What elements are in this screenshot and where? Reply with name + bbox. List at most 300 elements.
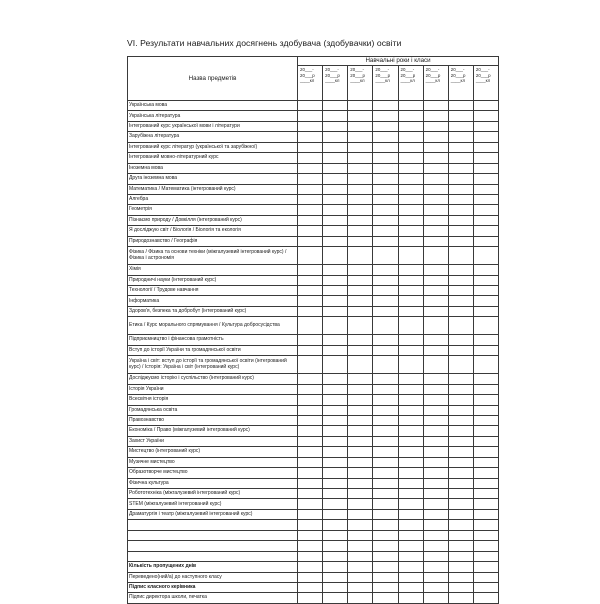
- grade-cell[interactable]: [473, 499, 498, 509]
- grade-cell[interactable]: [373, 215, 398, 225]
- grade-cell[interactable]: [298, 374, 323, 384]
- grade-cell[interactable]: [323, 582, 348, 592]
- grade-cell[interactable]: [373, 530, 398, 540]
- grade-cell[interactable]: [448, 153, 473, 163]
- grade-cell[interactable]: [448, 593, 473, 603]
- grade-cell[interactable]: [323, 215, 348, 225]
- grade-cell[interactable]: [473, 163, 498, 173]
- grade-cell[interactable]: [423, 153, 448, 163]
- grade-cell[interactable]: [298, 582, 323, 592]
- grade-cell[interactable]: [398, 562, 423, 572]
- grade-cell[interactable]: [323, 265, 348, 275]
- grade-cell[interactable]: [448, 489, 473, 499]
- grade-cell[interactable]: [448, 457, 473, 467]
- grade-cell[interactable]: [323, 205, 348, 215]
- grade-cell[interactable]: [373, 374, 398, 384]
- grade-cell[interactable]: [398, 265, 423, 275]
- grade-cell[interactable]: [373, 317, 398, 335]
- grade-cell[interactable]: [423, 111, 448, 121]
- grade-cell[interactable]: [423, 499, 448, 509]
- grade-cell[interactable]: [348, 489, 373, 499]
- grade-cell[interactable]: [398, 345, 423, 355]
- grade-cell[interactable]: [398, 335, 423, 345]
- grade-cell[interactable]: [423, 142, 448, 152]
- grade-cell[interactable]: [323, 384, 348, 394]
- grade-cell[interactable]: [423, 101, 448, 111]
- grade-cell[interactable]: [473, 447, 498, 457]
- grade-cell[interactable]: [423, 215, 448, 225]
- grade-cell[interactable]: [373, 286, 398, 296]
- year-class-cell[interactable]: [398, 66, 423, 101]
- grade-cell[interactable]: [473, 121, 498, 131]
- grade-cell[interactable]: [423, 384, 448, 394]
- grade-cell[interactable]: [448, 551, 473, 561]
- grade-cell[interactable]: [398, 174, 423, 184]
- grade-cell[interactable]: [323, 317, 348, 335]
- grade-cell[interactable]: [398, 478, 423, 488]
- grade-cell[interactable]: [348, 345, 373, 355]
- grade-cell[interactable]: [473, 247, 498, 265]
- grade-cell[interactable]: [323, 345, 348, 355]
- grade-cell[interactable]: [473, 132, 498, 142]
- grade-cell[interactable]: [398, 374, 423, 384]
- grade-cell[interactable]: [473, 384, 498, 394]
- grade-cell[interactable]: [323, 356, 348, 374]
- grade-cell[interactable]: [373, 111, 398, 121]
- grade-cell[interactable]: [448, 121, 473, 131]
- grade-cell[interactable]: [323, 447, 348, 457]
- grade-cell[interactable]: [323, 395, 348, 405]
- grade-cell[interactable]: [348, 142, 373, 152]
- grade-cell[interactable]: [398, 286, 423, 296]
- grade-cell[interactable]: [298, 111, 323, 121]
- grade-cell[interactable]: [448, 226, 473, 236]
- grade-cell[interactable]: [373, 132, 398, 142]
- grade-cell[interactable]: [323, 275, 348, 285]
- grade-cell[interactable]: [323, 184, 348, 194]
- grade-cell[interactable]: [373, 572, 398, 582]
- grade-cell[interactable]: [398, 384, 423, 394]
- grade-cell[interactable]: [473, 335, 498, 345]
- grade-cell[interactable]: [323, 296, 348, 306]
- grade-cell[interactable]: [298, 215, 323, 225]
- grade-cell[interactable]: [348, 499, 373, 509]
- grade-cell[interactable]: [448, 174, 473, 184]
- grade-cell[interactable]: [323, 111, 348, 121]
- grade-cell[interactable]: [448, 275, 473, 285]
- year-class-cell[interactable]: [348, 66, 373, 101]
- grade-cell[interactable]: [473, 194, 498, 204]
- grade-cell[interactable]: [473, 374, 498, 384]
- grade-cell[interactable]: [323, 194, 348, 204]
- grade-cell[interactable]: [398, 101, 423, 111]
- grade-cell[interactable]: [398, 132, 423, 142]
- grade-cell[interactable]: [298, 551, 323, 561]
- year-class-cell[interactable]: [373, 66, 398, 101]
- grade-cell[interactable]: [448, 384, 473, 394]
- grade-cell[interactable]: [398, 457, 423, 467]
- grade-cell[interactable]: [398, 163, 423, 173]
- grade-cell[interactable]: [423, 562, 448, 572]
- grade-cell[interactable]: [423, 395, 448, 405]
- grade-cell[interactable]: [348, 296, 373, 306]
- grade-cell[interactable]: [423, 426, 448, 436]
- grade-cell[interactable]: [323, 142, 348, 152]
- grade-cell[interactable]: [323, 174, 348, 184]
- grade-cell[interactable]: [373, 236, 398, 246]
- grade-cell[interactable]: [348, 509, 373, 519]
- grade-cell[interactable]: [473, 205, 498, 215]
- grade-cell[interactable]: [398, 142, 423, 152]
- grade-cell[interactable]: [348, 562, 373, 572]
- grade-cell[interactable]: [348, 426, 373, 436]
- grade-cell[interactable]: [298, 436, 323, 446]
- grade-cell[interactable]: [348, 317, 373, 335]
- grade-cell[interactable]: [298, 499, 323, 509]
- grade-cell[interactable]: [448, 132, 473, 142]
- grade-cell[interactable]: [373, 296, 398, 306]
- grade-cell[interactable]: [448, 520, 473, 530]
- grade-cell[interactable]: [473, 395, 498, 405]
- grade-cell[interactable]: [348, 163, 373, 173]
- grade-cell[interactable]: [373, 101, 398, 111]
- grade-cell[interactable]: [423, 356, 448, 374]
- grade-cell[interactable]: [373, 194, 398, 204]
- grade-cell[interactable]: [473, 509, 498, 519]
- grade-cell[interactable]: [473, 184, 498, 194]
- grade-cell[interactable]: [373, 345, 398, 355]
- grade-cell[interactable]: [373, 405, 398, 415]
- grade-cell[interactable]: [348, 111, 373, 121]
- grade-cell[interactable]: [373, 541, 398, 551]
- grade-cell[interactable]: [373, 395, 398, 405]
- grade-cell[interactable]: [423, 121, 448, 131]
- grade-cell[interactable]: [423, 551, 448, 561]
- grade-cell[interactable]: [373, 582, 398, 592]
- grade-cell[interactable]: [398, 194, 423, 204]
- grade-cell[interactable]: [473, 275, 498, 285]
- grade-cell[interactable]: [398, 468, 423, 478]
- grade-cell[interactable]: [423, 468, 448, 478]
- grade-cell[interactable]: [398, 489, 423, 499]
- grade-cell[interactable]: [448, 374, 473, 384]
- grade-cell[interactable]: [298, 205, 323, 215]
- grade-cell[interactable]: [373, 174, 398, 184]
- grade-cell[interactable]: [323, 374, 348, 384]
- grade-cell[interactable]: [298, 247, 323, 265]
- grade-cell[interactable]: [298, 447, 323, 457]
- grade-cell[interactable]: [398, 121, 423, 131]
- grade-cell[interactable]: [423, 530, 448, 540]
- grade-cell[interactable]: [323, 572, 348, 582]
- grade-cell[interactable]: [423, 509, 448, 519]
- grade-cell[interactable]: [398, 306, 423, 316]
- grade-cell[interactable]: [398, 415, 423, 425]
- grade-cell[interactable]: [398, 226, 423, 236]
- grade-cell[interactable]: [348, 468, 373, 478]
- grade-cell[interactable]: [348, 582, 373, 592]
- grade-cell[interactable]: [398, 317, 423, 335]
- grade-cell[interactable]: [423, 415, 448, 425]
- grade-cell[interactable]: [473, 426, 498, 436]
- grade-cell[interactable]: [298, 405, 323, 415]
- grade-cell[interactable]: [373, 426, 398, 436]
- grade-cell[interactable]: [323, 306, 348, 316]
- grade-cell[interactable]: [373, 468, 398, 478]
- grade-cell[interactable]: [298, 101, 323, 111]
- grade-cell[interactable]: [323, 247, 348, 265]
- grade-cell[interactable]: [398, 405, 423, 415]
- grade-cell[interactable]: [298, 306, 323, 316]
- grade-cell[interactable]: [423, 265, 448, 275]
- grade-cell[interactable]: [423, 405, 448, 415]
- grade-cell[interactable]: [473, 153, 498, 163]
- grade-cell[interactable]: [323, 520, 348, 530]
- grade-cell[interactable]: [298, 457, 323, 467]
- grade-cell[interactable]: [348, 405, 373, 415]
- grade-cell[interactable]: [398, 436, 423, 446]
- grade-cell[interactable]: [423, 174, 448, 184]
- grade-cell[interactable]: [398, 520, 423, 530]
- grade-cell[interactable]: [473, 101, 498, 111]
- grade-cell[interactable]: [448, 582, 473, 592]
- grade-cell[interactable]: [398, 582, 423, 592]
- grade-cell[interactable]: [398, 551, 423, 561]
- grade-cell[interactable]: [373, 247, 398, 265]
- grade-cell[interactable]: [398, 236, 423, 246]
- grade-cell[interactable]: [348, 541, 373, 551]
- grade-cell[interactable]: [473, 530, 498, 540]
- grade-cell[interactable]: [373, 562, 398, 572]
- grade-cell[interactable]: [448, 345, 473, 355]
- grade-cell[interactable]: [473, 457, 498, 467]
- grade-cell[interactable]: [323, 468, 348, 478]
- grade-cell[interactable]: [348, 194, 373, 204]
- grade-cell[interactable]: [423, 478, 448, 488]
- grade-cell[interactable]: [323, 426, 348, 436]
- grade-cell[interactable]: [473, 520, 498, 530]
- grade-cell[interactable]: [373, 499, 398, 509]
- grade-cell[interactable]: [448, 562, 473, 572]
- grade-cell[interactable]: [298, 562, 323, 572]
- grade-cell[interactable]: [448, 468, 473, 478]
- grade-cell[interactable]: [348, 530, 373, 540]
- grade-cell[interactable]: [323, 562, 348, 572]
- grade-cell[interactable]: [423, 317, 448, 335]
- grade-cell[interactable]: [398, 205, 423, 215]
- grade-cell[interactable]: [348, 101, 373, 111]
- grade-cell[interactable]: [473, 306, 498, 316]
- grade-cell[interactable]: [348, 132, 373, 142]
- grade-cell[interactable]: [473, 142, 498, 152]
- grade-cell[interactable]: [298, 384, 323, 394]
- year-class-cell[interactable]: [298, 66, 323, 101]
- grade-cell[interactable]: [423, 447, 448, 457]
- grade-cell[interactable]: [448, 395, 473, 405]
- grade-cell[interactable]: [323, 415, 348, 425]
- grade-cell[interactable]: [398, 296, 423, 306]
- grade-cell[interactable]: [448, 142, 473, 152]
- grade-cell[interactable]: [323, 530, 348, 540]
- grade-cell[interactable]: [423, 306, 448, 316]
- grade-cell[interactable]: [348, 286, 373, 296]
- year-class-cell[interactable]: [473, 66, 498, 101]
- year-class-cell[interactable]: [323, 66, 348, 101]
- grade-cell[interactable]: [348, 436, 373, 446]
- grade-cell[interactable]: [348, 356, 373, 374]
- grade-cell[interactable]: [298, 468, 323, 478]
- grade-cell[interactable]: [298, 275, 323, 285]
- grade-cell[interactable]: [348, 457, 373, 467]
- grade-cell[interactable]: [373, 226, 398, 236]
- grade-cell[interactable]: [473, 572, 498, 582]
- grade-cell[interactable]: [423, 275, 448, 285]
- grade-cell[interactable]: [448, 530, 473, 540]
- grade-cell[interactable]: [323, 593, 348, 603]
- grade-cell[interactable]: [348, 153, 373, 163]
- grade-cell[interactable]: [448, 335, 473, 345]
- grade-cell[interactable]: [348, 551, 373, 561]
- grade-cell[interactable]: [373, 593, 398, 603]
- grade-cell[interactable]: [298, 286, 323, 296]
- grade-cell[interactable]: [373, 275, 398, 285]
- grade-cell[interactable]: [373, 384, 398, 394]
- grade-cell[interactable]: [473, 226, 498, 236]
- grade-cell[interactable]: [423, 520, 448, 530]
- grade-cell[interactable]: [323, 101, 348, 111]
- grade-cell[interactable]: [373, 457, 398, 467]
- grade-cell[interactable]: [298, 153, 323, 163]
- grade-cell[interactable]: [473, 174, 498, 184]
- grade-cell[interactable]: [423, 194, 448, 204]
- grade-cell[interactable]: [448, 184, 473, 194]
- grade-cell[interactable]: [348, 593, 373, 603]
- grade-cell[interactable]: [298, 163, 323, 173]
- grade-cell[interactable]: [323, 541, 348, 551]
- grade-cell[interactable]: [398, 499, 423, 509]
- grade-cell[interactable]: [298, 296, 323, 306]
- grade-cell[interactable]: [373, 447, 398, 457]
- grade-cell[interactable]: [298, 345, 323, 355]
- grade-cell[interactable]: [298, 236, 323, 246]
- grade-cell[interactable]: [298, 265, 323, 275]
- grade-cell[interactable]: [423, 572, 448, 582]
- grade-cell[interactable]: [373, 306, 398, 316]
- grade-cell[interactable]: [448, 101, 473, 111]
- grade-cell[interactable]: [323, 163, 348, 173]
- grade-cell[interactable]: [298, 226, 323, 236]
- grade-cell[interactable]: [373, 478, 398, 488]
- grade-cell[interactable]: [348, 236, 373, 246]
- grade-cell[interactable]: [348, 275, 373, 285]
- grade-cell[interactable]: [348, 478, 373, 488]
- grade-cell[interactable]: [473, 489, 498, 499]
- grade-cell[interactable]: [448, 541, 473, 551]
- grade-cell[interactable]: [448, 194, 473, 204]
- grade-cell[interactable]: [298, 426, 323, 436]
- grade-cell[interactable]: [298, 520, 323, 530]
- grade-cell[interactable]: [448, 436, 473, 446]
- grade-cell[interactable]: [373, 489, 398, 499]
- grade-cell[interactable]: [373, 520, 398, 530]
- grade-cell[interactable]: [348, 335, 373, 345]
- grade-cell[interactable]: [373, 142, 398, 152]
- grade-cell[interactable]: [423, 541, 448, 551]
- grade-cell[interactable]: [423, 286, 448, 296]
- grade-cell[interactable]: [298, 489, 323, 499]
- grade-cell[interactable]: [298, 132, 323, 142]
- grade-cell[interactable]: [473, 436, 498, 446]
- grade-cell[interactable]: [323, 489, 348, 499]
- grade-cell[interactable]: [473, 582, 498, 592]
- grade-cell[interactable]: [373, 184, 398, 194]
- grade-cell[interactable]: [348, 205, 373, 215]
- grade-cell[interactable]: [298, 317, 323, 335]
- grade-cell[interactable]: [373, 121, 398, 131]
- grade-cell[interactable]: [473, 468, 498, 478]
- grade-cell[interactable]: [373, 356, 398, 374]
- grade-cell[interactable]: [473, 296, 498, 306]
- grade-cell[interactable]: [448, 426, 473, 436]
- grade-cell[interactable]: [348, 174, 373, 184]
- grade-cell[interactable]: [348, 572, 373, 582]
- grade-cell[interactable]: [398, 395, 423, 405]
- grade-cell[interactable]: [473, 415, 498, 425]
- grade-cell[interactable]: [373, 153, 398, 163]
- grade-cell[interactable]: [448, 215, 473, 225]
- grade-cell[interactable]: [298, 174, 323, 184]
- grade-cell[interactable]: [448, 286, 473, 296]
- grade-cell[interactable]: [398, 509, 423, 519]
- grade-cell[interactable]: [423, 374, 448, 384]
- grade-cell[interactable]: [348, 415, 373, 425]
- grade-cell[interactable]: [448, 478, 473, 488]
- grade-cell[interactable]: [323, 436, 348, 446]
- grade-cell[interactable]: [298, 415, 323, 425]
- grade-cell[interactable]: [398, 530, 423, 540]
- grade-cell[interactable]: [373, 509, 398, 519]
- grade-cell[interactable]: [423, 335, 448, 345]
- grade-cell[interactable]: [298, 184, 323, 194]
- grade-cell[interactable]: [348, 184, 373, 194]
- grade-cell[interactable]: [448, 265, 473, 275]
- grade-cell[interactable]: [398, 541, 423, 551]
- grade-cell[interactable]: [473, 265, 498, 275]
- grade-cell[interactable]: [423, 436, 448, 446]
- grade-cell[interactable]: [448, 405, 473, 415]
- grade-cell[interactable]: [323, 286, 348, 296]
- grade-cell[interactable]: [423, 593, 448, 603]
- grade-cell[interactable]: [398, 111, 423, 121]
- grade-cell[interactable]: [298, 509, 323, 519]
- grade-cell[interactable]: [323, 551, 348, 561]
- grade-cell[interactable]: [448, 296, 473, 306]
- grade-cell[interactable]: [298, 335, 323, 345]
- grade-cell[interactable]: [373, 415, 398, 425]
- grade-cell[interactable]: [348, 374, 373, 384]
- grade-cell[interactable]: [298, 541, 323, 551]
- grade-cell[interactable]: [323, 335, 348, 345]
- grade-cell[interactable]: [398, 153, 423, 163]
- grade-cell[interactable]: [373, 436, 398, 446]
- grade-cell[interactable]: [298, 356, 323, 374]
- grade-cell[interactable]: [473, 593, 498, 603]
- grade-cell[interactable]: [298, 142, 323, 152]
- grade-cell[interactable]: [423, 296, 448, 306]
- grade-cell[interactable]: [398, 593, 423, 603]
- grade-cell[interactable]: [423, 489, 448, 499]
- grade-cell[interactable]: [473, 286, 498, 296]
